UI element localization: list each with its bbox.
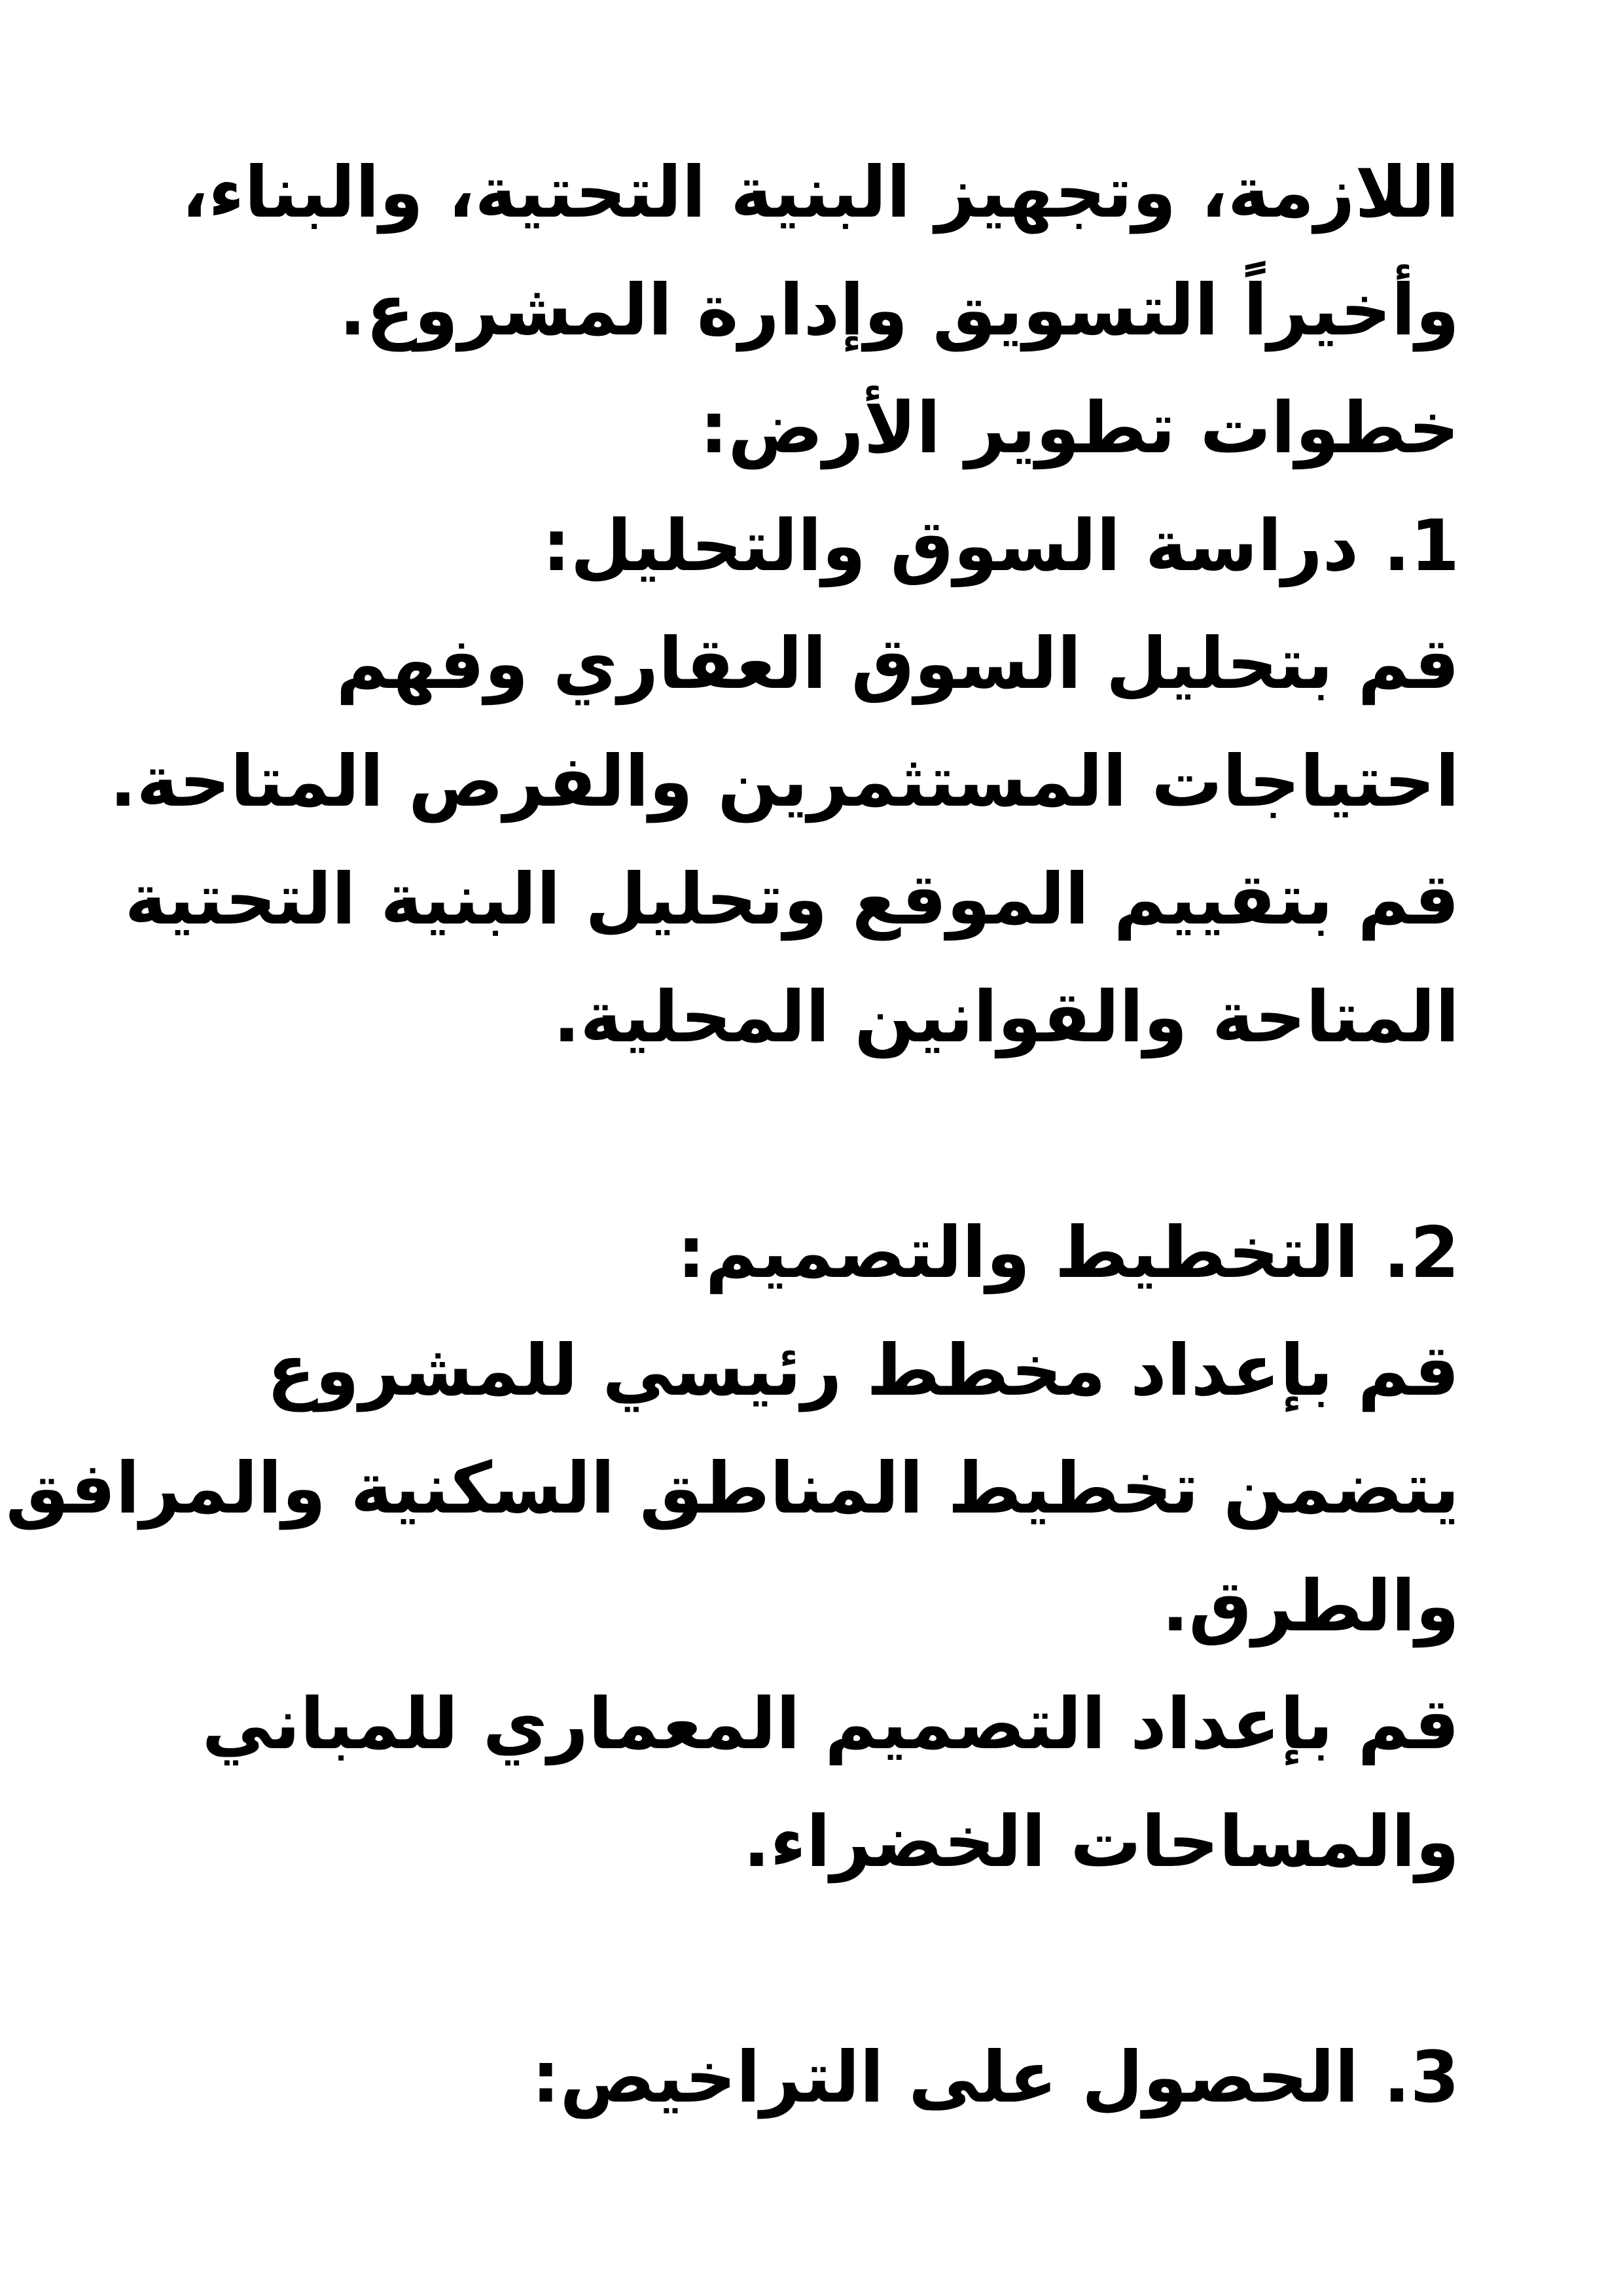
step-1-line-1: قم بتحليل السوق العقاري وفهم [336, 623, 1459, 705]
body-line-intro-end: وأخيراً التسويق وإدارة المشروع. [339, 270, 1459, 351]
step-2-line-2: يتضمن تخطيط المناطق السكنية والمرافق [5, 1448, 1459, 1530]
blank-line [151, 1901, 1459, 2019]
step-1-heading: 1. دراسة السوق والتحليل: [542, 505, 1459, 587]
document-body [5, 134, 1459, 2137]
body-line-intro-continuation: اللازمة، وتجهيز البنية التحتية، والبناء، [181, 152, 1459, 234]
step-1-line-4: المتاحة والقوانين المحلية. [553, 977, 1459, 1058]
blank-line [151, 1077, 1459, 1194]
step-1-line-2: احتياجات المستثمرين والفرص المتاحة. [109, 741, 1459, 823]
step-2-line-4: قم بإعداد التصميم المعماري للمباني [202, 1683, 1459, 1765]
step-3-heading: 3. الحصول على التراخيص: [531, 2037, 1459, 2119]
section-heading-steps: خطوات تطوير الأرض: [700, 387, 1459, 469]
step-2-line-3: والطرق. [1162, 1566, 1459, 1647]
step-2-heading: 2. التخطيط والتصميم: [677, 1212, 1459, 1294]
step-1-line-3: قم بتقييم الموقع وتحليل البنية التحتية [124, 859, 1459, 941]
step-2-line-5: والمساحات الخضراء. [743, 1801, 1459, 1883]
step-2-line-1: قم بإعداد مخطط رئيسي للمشروع [266, 1330, 1459, 1412]
